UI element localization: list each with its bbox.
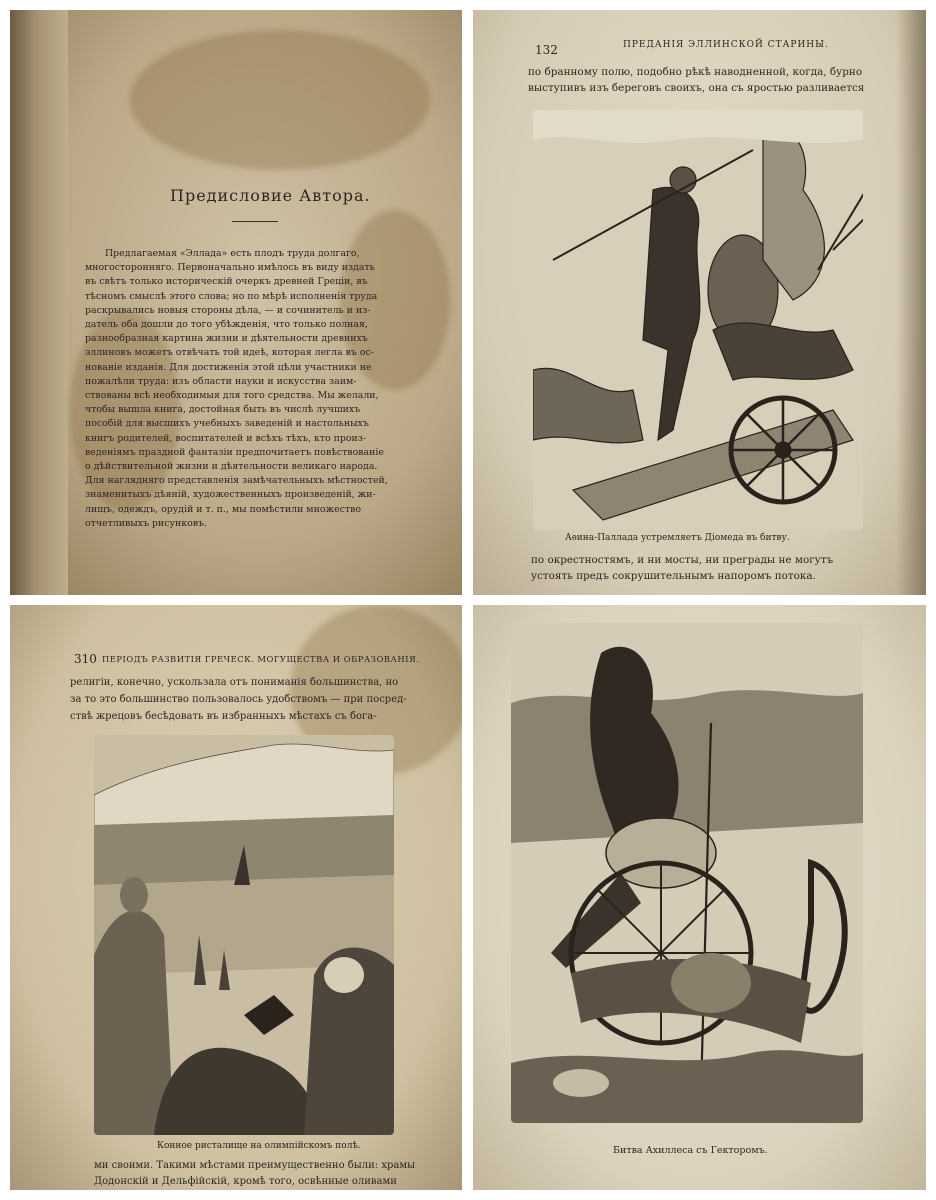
page-number: 310 bbox=[74, 652, 97, 666]
text-line: по окрестностямъ, и ни мосты, ни преграды не могутъ bbox=[531, 554, 834, 566]
page-310-photo bbox=[10, 605, 462, 1190]
olympic-racecourse-engraving bbox=[94, 735, 394, 1135]
text-line: ствованы всѣ необходимыя для того средства. Мы желали, bbox=[85, 390, 379, 401]
text-line: о дѣйствительной жизни и дѣятельности великаго народа. bbox=[85, 461, 378, 472]
text-line: тѣсномъ смыслѣ этого слова; но по мѣрѣ исполненія труда bbox=[85, 290, 378, 302]
text-line: по бранному полю, подобно рѣкѣ наводненной, когда, бурно bbox=[528, 66, 863, 78]
text-line: знаменитыхъ дѣяній, художественныхъ произведеній, жи- bbox=[85, 489, 376, 501]
text-line: книгъ родителей, воспитателей и всѣхъ тѣхъ, кто произ- bbox=[85, 432, 367, 444]
text-line: раскрывались новыя стороны дѣла, — и сочинитель и из- bbox=[85, 304, 371, 316]
running-head: ПЕРІОДЪ РАЗВИТІЯ ГРЕЧЕСК. МОГУЩЕСТВА И ОБРАЗОВАНІЯ. bbox=[102, 654, 420, 664]
text-line: пособій для высшихъ учебныхъ заведеній и настольныхъ bbox=[85, 418, 369, 430]
text-line: выступивъ изъ береговъ своихъ, она съ яростью разливается bbox=[528, 82, 865, 94]
page-132-photo bbox=[473, 10, 926, 595]
text-line: многосторонняго. Первоначально имѣлось въ виду издать bbox=[85, 262, 375, 274]
text-line: за то это большинство пользовалось удобствомъ — при посред- bbox=[70, 694, 407, 705]
text-line: лищъ, одеждъ, орудій и т. п., мы помѣстили множество bbox=[85, 503, 362, 515]
text-line: разнообразная картина жизни и дѣятельности древнихъ bbox=[85, 333, 368, 345]
text-line: Предлагаемая «Эллада» есть плодъ труда долгаго, bbox=[105, 248, 360, 259]
text-line: Для наглядняго представленія замѣчательныхъ мѣстностей, bbox=[85, 475, 388, 487]
plate-caption: Битва Ахиллеса съ Гекторомъ. bbox=[613, 1145, 768, 1156]
page-number: 132 bbox=[535, 43, 558, 57]
preface-title: Предисловие Автора. bbox=[170, 186, 371, 205]
engraving-caption: Конное ристалище на олимпійскомъ полѣ. bbox=[157, 1141, 361, 1151]
text-line: устоять предъ сокрушительнымъ напоромъ потока. bbox=[531, 570, 816, 582]
achilles-hector-plate-photo bbox=[473, 605, 926, 1190]
page-edge bbox=[896, 10, 926, 595]
text-line: нованіе изданія. Для достиженія этой цѣли участники не bbox=[85, 361, 372, 373]
athena-diomedes-engraving bbox=[533, 110, 863, 530]
achilles-hector-engraving bbox=[511, 623, 863, 1123]
text-line: Додонскій и Дельфійскій, кромѣ того, освѣнные оливами bbox=[94, 1176, 397, 1187]
water-stain bbox=[130, 30, 430, 170]
text-line: ствѣ жрецовъ бесѣдовать въ избранныхъ мѣстахъ съ бога- bbox=[70, 711, 377, 722]
text-line: датель оба дошли до того убѣжденія, что только полная, bbox=[85, 319, 368, 330]
text-line: въ свѣтъ только историческій очеркъ древней Греціи, въ bbox=[85, 276, 368, 288]
text-line: чтобы вышла книга, достойная быть въ числѣ лучшихъ bbox=[85, 404, 361, 416]
engraving-caption: Аѳина-Паллада устремляетъ Діомеда въ битву. bbox=[565, 533, 790, 543]
book-spine bbox=[10, 10, 68, 595]
text-line: религіи, конечно, ускользала отъ пониманія большинства, но bbox=[70, 677, 399, 688]
title-rule bbox=[232, 221, 278, 222]
text-line: ми своими. Такими мѣстами преимущественно были: храмы bbox=[94, 1160, 416, 1171]
running-head: ПРЕДАНІЯ ЭЛЛИНСКОЙ СТАРИНЫ. bbox=[623, 40, 829, 50]
text-line: веденіямъ праздной фантазіи предпочитаетъ повѣствованіе bbox=[85, 446, 384, 458]
preface-page-photo bbox=[10, 10, 462, 595]
text-line: эллиновъ можетъ отвѣчать той идеѣ, которая легла въ ос- bbox=[85, 347, 374, 359]
text-line: отчетливыхъ рисунковъ. bbox=[85, 517, 207, 529]
text-line: пожалѣли труда: изъ области науки и искусства заим- bbox=[85, 375, 357, 387]
